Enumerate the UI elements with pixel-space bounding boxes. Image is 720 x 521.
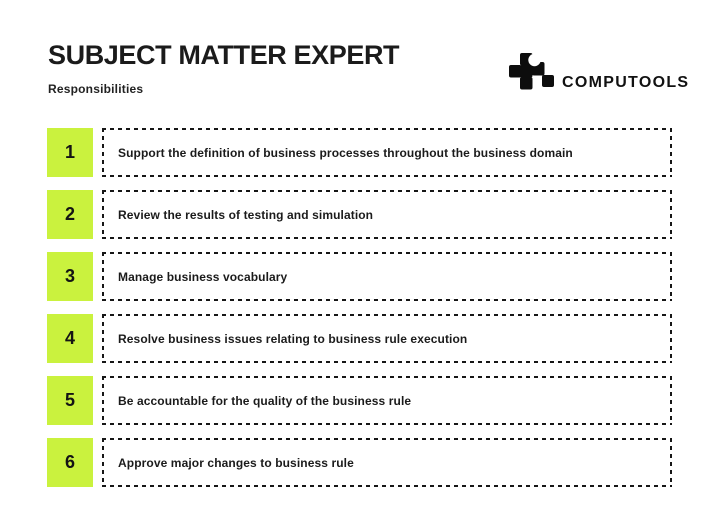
logo-text: COMPUTOOLS <box>562 74 690 91</box>
computools-logo <box>506 52 689 92</box>
row-number-badge: 5 <box>47 376 93 425</box>
page-header <box>48 42 399 96</box>
page-title: SUBJECT MATTER EXPERT <box>48 40 400 70</box>
row-number-badge: 2 <box>47 190 93 239</box>
row-text: Review the results of testing and simulation <box>118 207 374 222</box>
row-text: Be accountable for the quality of the business rule <box>118 393 412 408</box>
row-text-box <box>102 438 672 487</box>
responsibility-row <box>47 438 672 487</box>
row-number-badge: 1 <box>47 128 93 177</box>
row-text: Resolve business issues relating to business rule execution <box>118 331 468 346</box>
responsibility-row <box>47 128 672 177</box>
row-text: Support the definition of business processes throughout the business domain <box>118 145 573 160</box>
responsibility-row <box>47 190 672 239</box>
row-text: Approve major changes to business rule <box>118 455 354 470</box>
page-subtitle: Responsibilities <box>48 82 144 96</box>
computools-pixel-mark-icon <box>506 52 555 92</box>
responsibility-row <box>47 376 672 425</box>
row-text-box <box>102 190 672 239</box>
responsibility-row <box>47 314 672 363</box>
responsibilities-list <box>47 128 672 500</box>
row-text-box <box>102 376 672 425</box>
row-text: Manage business vocabulary <box>118 269 288 284</box>
row-text-box <box>102 128 672 177</box>
responsibility-row <box>47 252 672 301</box>
row-number-badge: 4 <box>47 314 93 363</box>
row-number-badge: 6 <box>47 438 93 487</box>
row-text-box <box>102 252 672 301</box>
row-text-box <box>102 314 672 363</box>
row-number-badge: 3 <box>47 252 93 301</box>
